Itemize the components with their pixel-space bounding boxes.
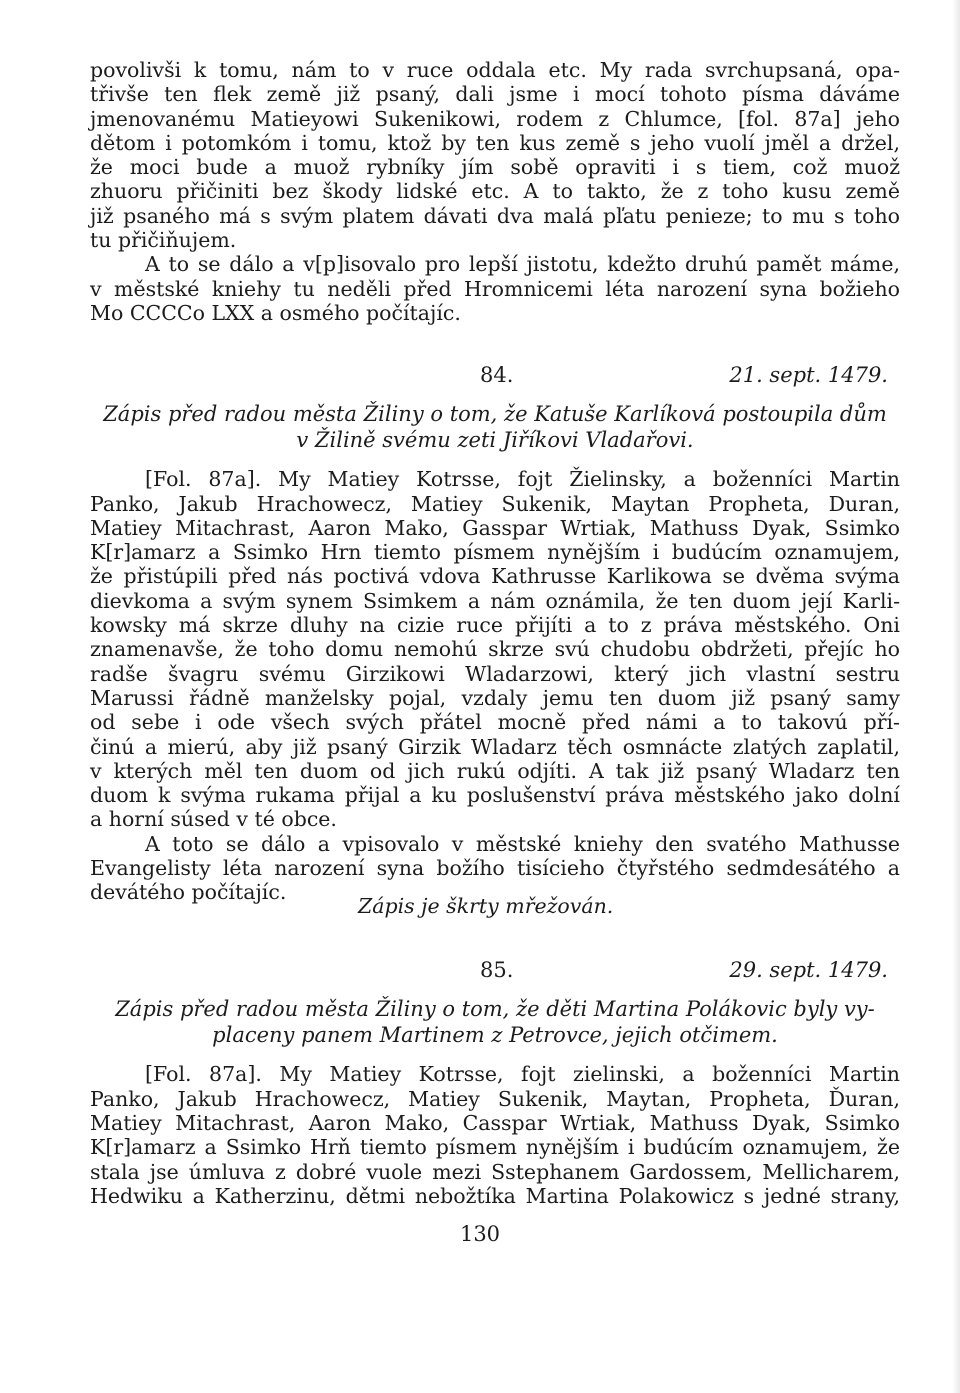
entry-summary [90, 401, 900, 453]
text-line: dievkoma a svým synem Ssimkem a nám oznámila, že ten duom její Karli- [90, 588, 900, 613]
text-line: A to se dálo a v[p]isovalo pro lepší jistotu, kdežto druhú pamět máme, [145, 252, 900, 277]
text-line: že přistúpili před nás poctivá vdova Kathrusse Karlikowa se dvěma svýma [90, 564, 900, 589]
text-line-rest: My Matiey Kotrsse, fojt Žielinsky, a boženníci Martin [261, 467, 900, 492]
text-line: již psaného má s svým platem dávati dva malá pľatu penieze; to mu s toho [90, 203, 900, 228]
entry-heading [90, 355, 900, 395]
text-line: tu přičiňujem. [90, 228, 237, 253]
text-line: Evangelisty léta narození syna božího tisícieho čtyřstého sedmdesátého a [90, 856, 900, 881]
text-line: Panko, Jakub Hrachowecz, Matiey Sukenik, Maytan Propheta, Duran, [90, 491, 900, 516]
entry-number: 84. [480, 363, 514, 388]
entry-heading [90, 950, 900, 990]
text-line: činú a mierú, aby již psaný Girzik Wladarz těch osmnácte zlatých zaplatil, [90, 734, 900, 759]
text-line: stala jse úmluva z dobré vuole mezi Sstephanem Gardossem, Mellicharem, [90, 1159, 900, 1184]
text-line: duom k svýma rukama přijal a ku poslušenství práva městského jako dolní [90, 783, 900, 808]
entry-summary [90, 996, 900, 1048]
folio-reference: [Fol. 87a]. [145, 467, 262, 492]
folio-reference: [Fol. 87a]. [145, 1062, 262, 1087]
text-line: znamenavše, že toho domu nemohú skrze svú chudobu obdržeti, přejíc ho [90, 637, 900, 662]
entry-date: 29. sept. 1479. [729, 958, 888, 983]
text-line: devátého počítajíc. [90, 880, 287, 905]
text-line: dětom i potomkóm i tomu, ktož by ten kus země s jeho vuolí jměl a držel, [90, 130, 900, 155]
text-line: Matiey Mitachrast, Aaron Mako, Gasspar Wrtiak, Mathuss Dyak, Ssimko [90, 515, 900, 540]
text-line: a horní súsed v té obce. [90, 807, 337, 832]
text-line [90, 1062, 900, 1086]
entry-84 [90, 355, 900, 920]
text-line: radše švagru svému Girzikowi Wladarzowi, který jich vlastní sestru [90, 661, 900, 686]
text-line: třivše ten flek země již psaný, dali jsme i mocí tohoto písma dáváme [90, 82, 900, 107]
entry-85 [90, 950, 900, 1208]
intro-closing-paragraph [90, 252, 900, 325]
text-line: že moci bude a muož rybníky jím sobě opraviti i s tiem, což muož [90, 155, 900, 180]
text-line: A toto se dálo a vpisovalo v městské kniehy den svatého Mathusse [145, 831, 900, 856]
summary-line: v Žilině svému zeti Jiříkovi Vladařovi. [296, 428, 694, 453]
entry-number: 85. [480, 958, 514, 983]
text-line-rest: My Matiey Kotrsse, fojt zielinski, a boženníci Martin [261, 1062, 900, 1087]
intro-paragraph [90, 58, 900, 252]
summary-line: Zápis před radou města Žiliny o tom, že Katuše Karlíková postoupila dům [103, 402, 887, 427]
text-line: K[r]amarz a Ssimko Hrň tiemto písmem nynějším i budúcím oznamujem, že [90, 1135, 900, 1160]
text-line [90, 467, 900, 491]
page-edge [952, 0, 960, 1393]
entry-date: 21. sept. 1479. [729, 363, 888, 388]
summary-line: Zápis před radou města Žiliny o tom, že děti Martina Polákovic byly vy- [115, 997, 875, 1022]
text-line: Hedwiku a Katherzinu, dětmi nebožtíka Martina Polakowicz s jedné strany, [90, 1183, 900, 1208]
text-line: v městské kniehy tu neděli před Hromnicemi léta narození syna božieho [90, 276, 900, 301]
text-line: Panko, Jakub Hrachowecz, Matiey Sukenik, Maytan, Propheta, Ďuran, [90, 1086, 900, 1111]
text-line: kowsky má skrze dluhy na cizie ruce přijíti a to z práva městského. Oni [90, 613, 900, 638]
entry-body [90, 1062, 900, 1208]
text-line: od sebe i ode všech svých přátel mocně před námi a to takovú pří- [90, 710, 900, 735]
text-line: zhuoru přičiniti bez škody lidské etc. A to takto, že z toho kusu země [90, 179, 900, 204]
text-line: povolivši k tomu, nám to v ruce oddala etc. My rada svrchupsaná, opa- [90, 58, 900, 82]
editorial-note: Zápis je škrty mřežován. [358, 894, 614, 919]
summary-line: placeny panem Martinem z Petrovce, jejich otčimem. [212, 1023, 778, 1048]
entry-body [90, 467, 900, 920]
closing-row [90, 880, 900, 920]
text-line: v kterých měl ten duom od jich rukú odjíti. A tak již psaný Wladarz ten [90, 758, 900, 783]
text-line: jmenovanému Matieyowi Sukenikowi, rodem z Chlumce, [fol. 87a] jeho [90, 106, 900, 131]
page-number: 130 [459, 1222, 501, 1246]
document-page [90, 58, 900, 1208]
text-line: K[r]amarz a Ssimko Hrn tiemto písmem nynějším i budúcím oznamujem, [90, 540, 900, 565]
text-line: Mo CCCCo LXX a osmého počítajíc. [90, 300, 461, 325]
text-line: Marussi řádně manželsky pojal, vzdaly jemu ten duom již psaný samy [90, 685, 900, 710]
text-line: Matiey Mitachrast, Aaron Mako, Casspar Wrtiak, Mathuss Dyak, Ssimko [90, 1110, 900, 1135]
